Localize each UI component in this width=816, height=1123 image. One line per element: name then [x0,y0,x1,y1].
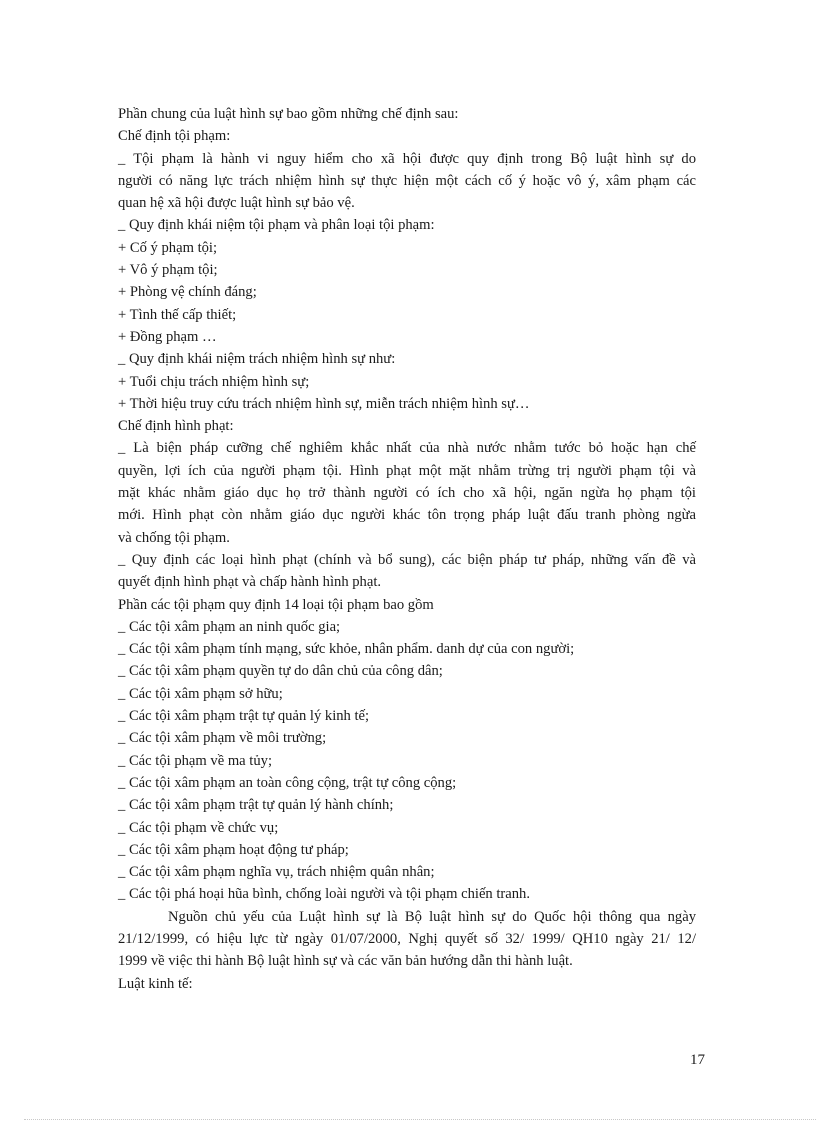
list-item: _ Các tội xâm phạm an toàn công cộng, trật tự công cộng; [118,774,457,791]
section-heading-crime: Chế định tội phạm: [118,128,231,145]
list-item: _ Các tội phạm về chức vụ; [118,819,279,836]
list-item: _ Các tội xâm phạm an ninh quốc gia; [118,618,341,635]
section-heading-crimes-part: Phần các tội phạm quy định 14 loại tội phạm bao gồm [118,596,434,613]
text-line-1: Phần chung của luật hình sự bao gồm những chế định sau: [118,106,459,122]
list-item: _ Các tội phá hoại hũa bình, chống loài người và tội phạm chiến tranh. [118,886,530,903]
list-item: _ Các tội xâm phạm quyền tự do dân chủ của công dân; [118,663,443,680]
list-item: _ Các tội xâm phạm trật tự quản lý kinh tế; [118,708,370,725]
text-line-20: và chống tội phạm. [118,529,230,546]
section-heading-economic-law: Luật kinh tế: [118,975,193,992]
list-item: _ Các tội phạm về ma tủy; [118,752,273,769]
text-line-22: quyết định hình phạt và chấp hành hình phạt. [118,574,382,591]
text-line-21: _ Quy định các loại hình phạt (chính và bổ sung), các biện pháp tư pháp, những vấn đề và [118,551,696,568]
list-item: _ Các tội xâm phạm trật tự quản lý hành chính; [118,797,394,814]
text-line-17: quyền, lợi ích của người phạm tội. Hình phạt một mặt nhằm trừng trị người phạm tội và [118,462,696,479]
document-body [118,103,696,995]
section-heading-punishment: Chế định hình phạt: [118,418,234,435]
list-item: _ Các tội xâm phạm nghĩa vụ, trách nhiệm quân nhân; [118,864,435,881]
text-line-19: mới. Hình phạt còn nhằm giáo dục người khác tôn trọng pháp luật đấu tranh phòng ngừa [118,507,696,524]
list-item: + Đồng phạm … [118,328,217,345]
text-line-16: _ Là biện pháp cưỡng chế nghiêm khắc nhất của nhà nước nhằm tước bỏ hoặc hạn chế [118,440,696,457]
text-line-38: 21/12/1999, có hiệu lực từ ngày 01/07/2000, Nghị quyết số 32/ 1999/ QH10 ngày 21/ 12/ [118,930,696,947]
text-line-6: _ Quy định khái niệm tội phạm và phân loại tội phạm: [118,217,435,234]
list-item: + Thời hiệu truy cứu trách nhiệm hình sự, miễn trách nhiệm hình sự… [118,395,530,412]
list-item: + Tuổi chịu trách nhiệm hình sự; [118,373,310,390]
list-item: + Cố ý phạm tội; [118,239,218,256]
page-bottom-divider [24,1119,816,1120]
list-item: + Vô ý phạm tội; [118,262,218,279]
text-line-3: _ Tội phạm là hành vi nguy hiểm cho xã hội được quy định trong Bộ luật hình sự do [118,150,696,167]
list-item: _ Các tội xâm phạm hoạt động tư pháp; [118,841,349,858]
page-number: 17 [690,1052,705,1068]
list-item: _ Các tội xâm phạm sở hữu; [118,685,283,702]
text-line-18: mặt khác nhằm giáo dục họ trở thành người có ích cho xã hội, ngăn ngừa họ phạm tội [118,485,696,502]
text-line-37: Nguồn chủ yếu của Luật hình sự là Bộ luật hình sự do Quốc hội thông qua ngày [168,908,696,925]
list-item: _ Các tội xâm phạm về môi trường; [118,730,327,747]
text-line-39: 1999 về việc thi hành Bộ luật hình sự và các văn bản hướng dẫn thi hành luật. [118,953,573,970]
text-line-12: _ Quy định khái niệm trách nhiệm hình sự như: [118,351,396,368]
list-item: _ Các tội xâm phạm tính mạng, sức khỏe, nhân phẩm. danh dự của con người; [118,641,575,658]
text-line-5: quan hệ xã hội được luật hình sự bảo vệ. [118,195,355,212]
list-item: + Phòng vệ chính đáng; [118,284,257,301]
list-item: + Tình thế cấp thiết; [118,306,237,323]
text-line-4: người có năng lực trách nhiệm hình sự thực hiện một cách cố ý hoặc vô ý, xâm phạm các [118,172,696,189]
